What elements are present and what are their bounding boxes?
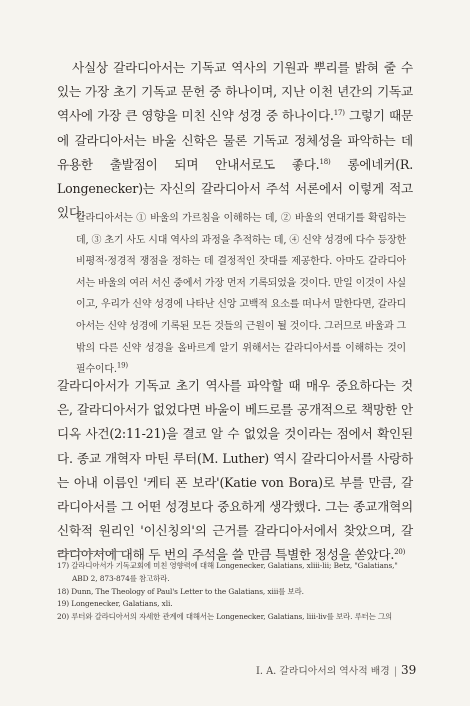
separator: |: [393, 666, 398, 677]
page-number: 39: [401, 663, 417, 677]
running-footer: [256, 663, 416, 677]
footnote-20: 20) 루터와 갈라디아서의 자세한 관계에 대해서는 Longenecker, Galatians, liii-liv를 보라. 루터는 그의: [57, 612, 393, 622]
footnote-19: 19) Longenecker, Galatians, xli.: [57, 599, 173, 609]
footnote-18: 18) Dunn, The Theology of Paul's Letter to the Galatians, xiii를 보라.: [57, 586, 304, 596]
footnote-ref-19[interactable]: 19): [116, 361, 128, 370]
chapter-title: I. A. 갈라디아서의 역사적 배경: [256, 666, 390, 677]
footnote-17: 17) 갈라디아서가 기독교회에 미친 영향력에 대해 Longenecker, Galatians, xliii-lii; Betz, "Galatians,": [57, 561, 398, 570]
footnote-ref-18[interactable]: 18): [319, 157, 331, 166]
body-paragraph-1: [57, 56, 413, 225]
paragraph-text: 그렇기 때문에 갈라디아서는 바울 신학은 물론 기독교 정체성을 파악하는 데 유용한 출발점이 되며 안내서로도 좋다.: [57, 108, 413, 172]
footnote-ref-20[interactable]: 20): [394, 548, 406, 557]
quote-text: 갈라디아서는 ① 바울의 가르침을 이해하는 데, ② 바울의 연대기를 확립하는 데, ③ 초기 사도 시대 역사의 과정을 추적하는 데, ④ 신약 성경에 다수 등장한 비평적·정경적 쟁점을 정하는 데 결정적인 잣대를 제공한다. 아마도 갈라디아서는 바울의 여러 서신 중에서 가장 먼저 기록되었을 것이다. 만일 이것이 사실이고, 우리가 신약 성경에 나타난 신앙 고백적 요소를 떠나서 말한다면, 갈라디아서는 신약 성경에 기록된 모든 것들의 근원이 될 것이다. 그러므로 바울과 그 밖의 다른 신약 성경을 올바르게 알기 위해서는 갈라디아서를 이해하는 것이 필수이다.: [76, 213, 406, 376]
paragraph-text: 사실상 갈라디아서는 기독교 역사의 기원과 뿌리를 밝혀 줄 수 있는 가장 초기 기독교 문헌 중 하나이며, 지난 이천 년간의 기독교 역사에 가장 큰 영향을 미친 신약 성경 중 하나이다.: [57, 60, 413, 124]
block-quote: [76, 208, 406, 381]
footnote-ref-17[interactable]: 17): [333, 109, 345, 118]
paragraph-text: 롱에네커(R. Longenecker)는 자신의 갈라디아서 주석 서론에서 이렇게 적고 있다:: [57, 156, 413, 221]
footnotes: [57, 560, 417, 624]
footnote-17-continued: ABD 2, 873-874를 참고하라.: [72, 573, 170, 583]
footnote-divider: [57, 551, 127, 552]
body-paragraph-2: [57, 374, 413, 568]
paragraph-text: 갈라디아서가 기독교 초기 역사를 파악할 때 매우 중요하다는 것은, 갈라디아서가 없었다면 바울이 베드로를 공개적으로 책망한 안디옥 사건(2:11-21)을 결코 알 수 없었을 것이라는 점에서 확인된다. 종교 개혁자 마틴 루터(M. Luther) 역시 갈라디아서를 사랑하는 아내 이름인 '케티 폰 보라'(Katie von Bora)로 부를 만큼, 갈라디아서를 그 어떤 성경보다 중요하게 생각했다. 그는 종교개혁의 신학적 원리인 '이신칭의'의 근거를 갈라디아서에서 찾았으며, 갈라디아서에 대해 두 번의 주석을 쓸 만큼 특별한 정성을 쏟았다.: [57, 378, 413, 563]
